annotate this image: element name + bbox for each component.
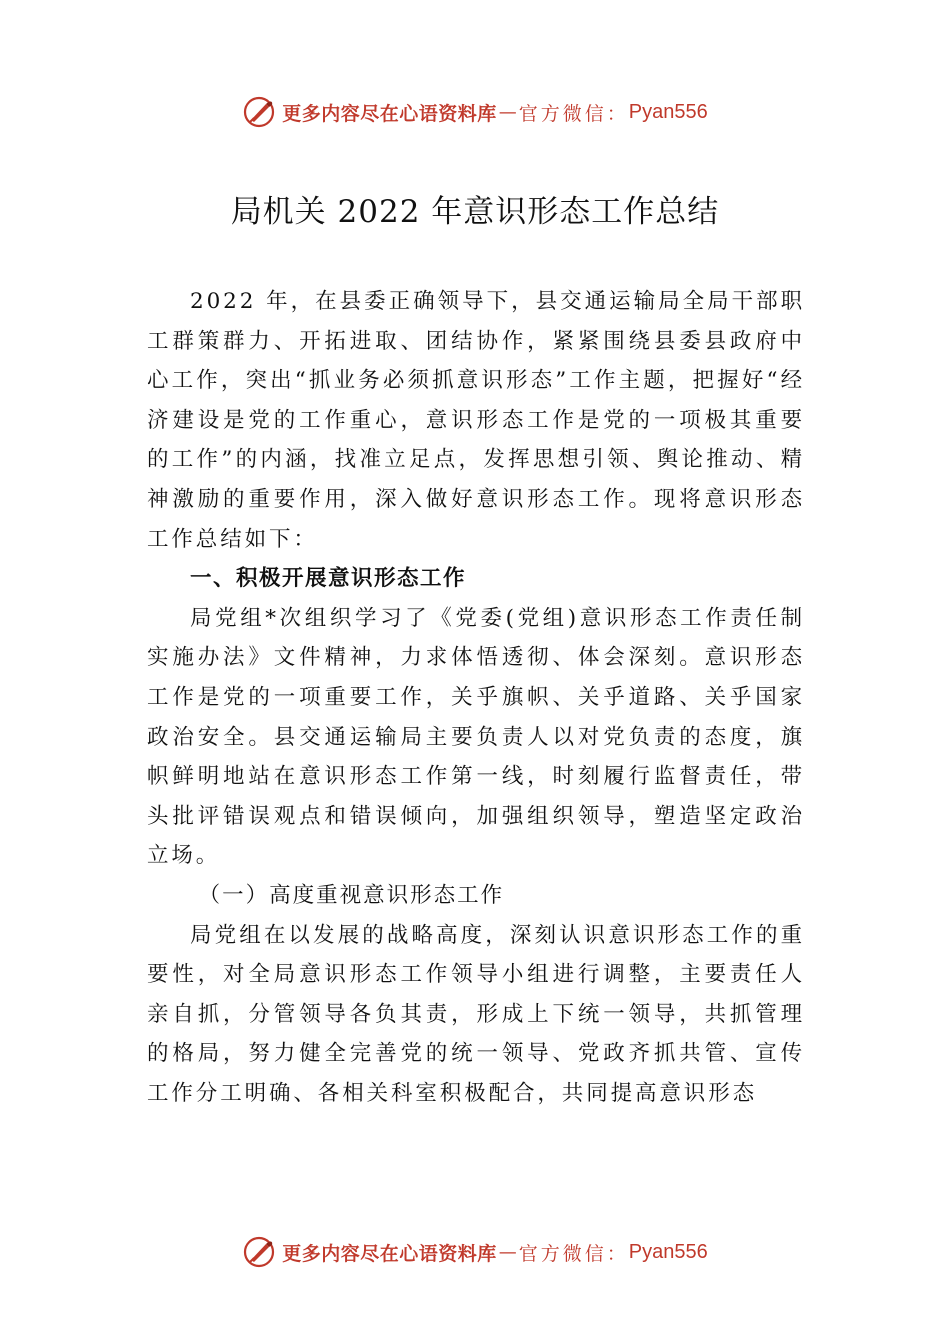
banner-brand-text: 更多内容尽在心语资料库 (282, 102, 497, 125)
banner-wechat-label: 官方微信： (518, 102, 629, 125)
banner-brand-text: 更多内容尽在心语资料库 (282, 1242, 497, 1265)
banner-wechat-label: 官方微信： (518, 1242, 629, 1265)
header-banner (0, 92, 950, 132)
subsection-1-paragraph: 局党组在以发展的战略高度，深刻认识意识形态工作的重要性，对全局意识形态工作领导小组进行调整，主要责任人亲自抓，分管领导各负其责，形成上下统一领导，共抓管理的格局，努力健全完善党的统一领导、党政齐抓共管、宣传工作分工明确、各相关科室积极配合，共同提高意识形态 (147, 922, 805, 1106)
quill-pen-logo-icon (242, 95, 276, 129)
section-1-heading: 一、积极开展意识形态工作 (190, 566, 467, 592)
subsection-1-heading: （一）高度重视意识形态工作 (198, 882, 505, 908)
footer-banner (0, 1232, 950, 1272)
banner-wechat-id: Pyan556 (628, 1240, 708, 1263)
banner-separator: — (498, 1241, 517, 1263)
document-body (147, 282, 805, 1113)
document-title: 局机关 2022 年意识形态工作总结 (230, 194, 720, 230)
banner-wechat-id: Pyan556 (628, 100, 708, 123)
section-1-paragraph: 局党组*次组织学习了《党委(党组)意识形态工作责任制实施办法》文件精神，力求体悟透彻、体会深刻。意识形态工作是党的一项重要工作，关乎旗帜、关乎道路、关乎国家政治安全。县交通运输局主要负责人以对党负责的态度，旗 帜鲜明地站在意识形态工作第一线，时刻履行监督责任，带头批评错误观点和错误倾向，加强组织领导，塑造坚定政治立场。 (147, 605, 805, 869)
intro-paragraph: 2022 年，在县委正确领导下，县交通运输局全局干部职工群策群力、开拓进取、团结协作，紧紧围绕县委县政府中心工作，突出“抓业务必须抓意识形态”工作主题，把握好“经济建设是党的工作重心，意识形态工作是党的一项极其重要的工作”的内涵，找准立足点，发挥思想引领、舆论推动、精神激励的重要作用，深入做好意识形态工作。现将意识形态工作总结如下： (147, 289, 805, 552)
banner-separator: — (498, 101, 517, 123)
quill-pen-logo-icon (242, 1235, 276, 1269)
